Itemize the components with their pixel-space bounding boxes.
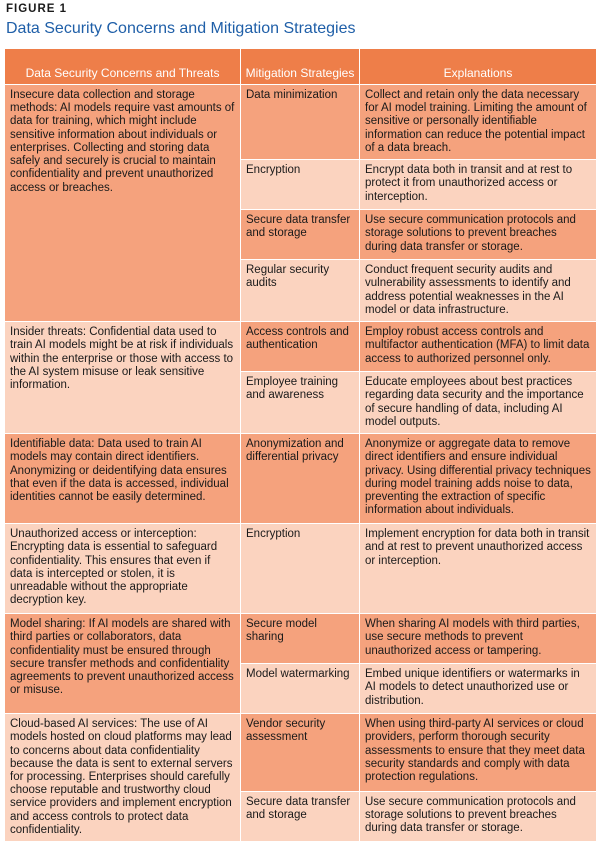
explanation-cell: Employ robust access controls and multifactor authentication (MFA) to limit data access to authorized personnel only. [360,322,597,372]
header-strategies: Mitigation Strategies [241,49,360,85]
explanation-cell: Use secure communication protocols and storage solutions to prevent breaches during data transfer or storage. [360,791,597,841]
explanation-cell: Anonymize or aggregate data to remove direct identifiers and ensure individual privacy. Using differential privacy techniques during model training adds noise to data, preventing the extraction of specific information about individuals. [360,434,597,524]
strategy-cell: Anonymization and differential privacy [241,434,360,524]
explanation-cell: When sharing AI models with third parties, use secure methods to prevent unauthorized access or tampering. [360,614,597,664]
header-row [5,49,597,85]
explanation-cell: Use secure communication protocols and storage solutions to prevent breaches during data transfer or storage. [360,210,597,260]
strategy-cell: Regular security audits [241,260,360,322]
explanation-cell: Encrypt data both in transit and at rest to protect it from unauthorized access or interception. [360,160,597,210]
figure-label: FIGURE 1 [6,3,68,15]
table-row [5,85,597,160]
strategy-cell: Model watermarking [241,664,360,714]
strategy-cell: Employee training and awareness [241,372,360,434]
explanation-cell: Educate employees about best practices regarding data security and the importance of secure handling of data, including AI model outputs. [360,372,597,434]
strategy-cell: Secure data transfer and storage [241,791,360,841]
table-row [5,714,597,792]
security-table [4,48,597,842]
figure-title: Data Security Concerns and Mitigation Strategies [6,20,356,37]
explanation-cell: Embed unique identifiers or watermarks in AI models to detect unauthorized use or distribution. [360,664,597,714]
strategy-cell: Access controls and authentication [241,322,360,372]
explanation-cell: Implement encryption for data both in transit and at rest to prevent unauthorized access or interception. [360,524,597,614]
table-row [5,434,597,524]
explanation-cell: Collect and retain only the data necessary for AI model training. Limiting the amount of sensitive or personally identifiable information can reduce the potential impact of a data breach. [360,85,597,160]
strategy-cell: Secure model sharing [241,614,360,664]
strategy-cell: Encryption [241,160,360,210]
explanation-cell: Conduct frequent security audits and vulnerability assessments to identify and address potential weaknesses in the AI model or data infrastructure. [360,260,597,322]
concern-cell: Unauthorized access or interception: Encrypting data is essential to safeguard confidentiality. This ensures that even if data is intercepted or stolen, it is unreadable without the appropriate decryption key. [5,524,241,614]
concern-cell: Cloud-based AI services: The use of AI models hosted on cloud platforms may lead to concerns about data confidentiality because the data is sent to external servers for processing. Enterprises should carefully choose reputable and trustworthy cloud service providers and implement encryption and access controls to protect data confidentiality. [5,714,241,842]
concern-cell: Insecure data collection and storage methods: AI models require vast amounts of data for training, which might include sensitive information about individuals or enterprises. Collecting and storing data safely and securely is crucial to maintain confidentiality and prevent unauthorized access or breaches. [5,85,241,322]
table-row [5,322,597,372]
table-row [5,524,597,614]
header-concerns: Data Security Concerns and Threats [5,49,241,85]
explanation-cell: When using third-party AI services or cloud providers, perform thorough security assessments to ensure that they meet data security standards and comply with data protection regulations. [360,714,597,792]
strategy-cell: Encryption [241,524,360,614]
concern-cell: Identifiable data: Data used to train AI models may contain direct identifiers. Anonymizing or deidentifying data ensures that even if the data is accessed, individual identities cannot be easily determined. [5,434,241,524]
strategy-cell: Vendor security assessment [241,714,360,792]
concern-cell: Insider threats: Confidential data used to train AI models might be at risk if individuals within the enterprise or those with access to the AI system misuse or leak sensitive information. [5,322,241,434]
header-explanations: Explanations [360,49,597,85]
table-row [5,614,597,664]
strategy-cell: Data minimization [241,85,360,160]
strategy-cell: Secure data transfer and storage [241,210,360,260]
concern-cell: Model sharing: If AI models are shared with third parties or collaborators, data confidentiality must be ensured through secure transfer methods and confidentiality agreements to prevent unauthorized access or misuse. [5,614,241,714]
